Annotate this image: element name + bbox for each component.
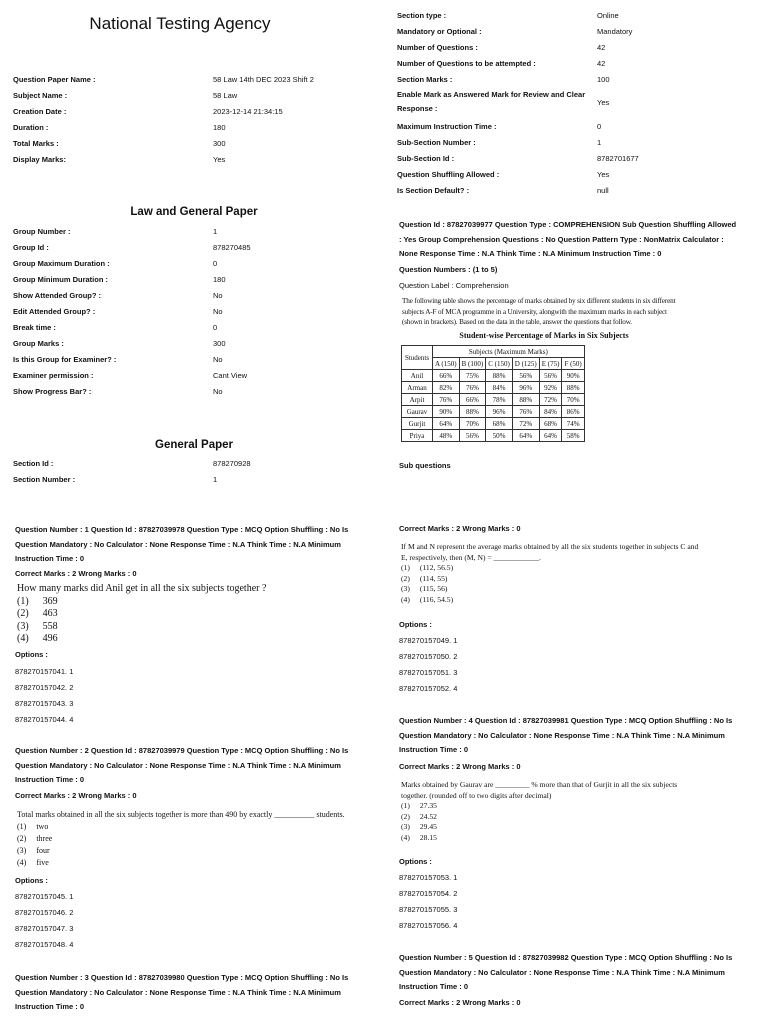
group-value: No	[213, 355, 223, 364]
detail-value: Online	[597, 11, 619, 20]
choice-text: 558	[42, 620, 58, 632]
table-row	[402, 370, 585, 382]
detail-label: Section Marks :	[397, 75, 453, 84]
option-id: 878270157046. 2	[15, 908, 74, 917]
question-4-stem	[401, 780, 677, 843]
right-column	[384, 0, 768, 1024]
options-label: Options :	[15, 876, 48, 885]
choice-text: (112, 56.5)	[419, 563, 454, 572]
cell: 90%	[562, 370, 584, 382]
choice	[401, 833, 677, 844]
subjects-header: Subjects (Maximum Marks)	[433, 346, 585, 358]
choice-text: 496	[42, 633, 58, 644]
question-1-meta	[15, 523, 380, 567]
choice-number: (4)	[17, 633, 29, 644]
cell: 76%	[433, 394, 460, 406]
paper-info-value: 2023-12-14 21:34:15	[213, 107, 283, 116]
group-value: 0	[213, 323, 218, 332]
detail-label: Mandatory or Optional :	[397, 27, 482, 36]
table-header-row	[402, 346, 585, 358]
cell: 96%	[486, 406, 513, 418]
choice-number: (2)	[17, 834, 27, 843]
choice-text: four	[36, 846, 50, 855]
cell: 74%	[562, 418, 584, 430]
cell: 88%	[512, 394, 539, 406]
cell: 76%	[512, 406, 539, 418]
group-value: No	[213, 291, 223, 300]
paper-info-value: Yes	[213, 155, 226, 164]
page-title: National Testing Agency	[89, 14, 271, 33]
cell: 76%	[459, 382, 486, 394]
cell: 56%	[539, 370, 562, 382]
cell: 88%	[486, 370, 513, 382]
group-label: Group Minimum Duration :	[13, 275, 108, 284]
choice	[17, 857, 345, 869]
section-label: Section Number :	[13, 475, 76, 484]
choice	[401, 584, 698, 595]
cell: 92%	[539, 382, 562, 394]
table-title: Student-wise Percentage of Marks in Six Subjects	[459, 331, 629, 340]
detail-value: 42	[597, 59, 606, 68]
option-id: 878270157055. 3	[399, 905, 458, 914]
cell: 78%	[486, 394, 513, 406]
subject-col: C (150)	[486, 358, 513, 370]
choice	[17, 845, 345, 857]
paper-info-label: Subject Name :	[13, 91, 68, 100]
choice-text: (115, 56)	[419, 584, 448, 593]
cell: 56%	[459, 430, 486, 442]
choice	[401, 812, 677, 823]
detail-value: 42	[597, 43, 606, 52]
question-3-stem	[401, 542, 698, 605]
table-row	[402, 418, 585, 430]
question-4-marks: Correct Marks : 2 Wrong Marks : 0	[399, 762, 521, 771]
question-label: Question Label : Comprehension	[399, 281, 509, 290]
choice-number: (3)	[401, 584, 410, 593]
option-id: 878270157051. 3	[399, 668, 458, 677]
section-label: Section Id :	[13, 459, 54, 468]
options-label: Options :	[399, 857, 432, 866]
group-heading: Law and General Paper	[130, 206, 258, 218]
meta-line: Question Number : 4 Question Id : 87827039981 Question Type : MCQ Option Shuffling : No Is	[399, 716, 733, 725]
stem-line: together. (rounded off to two digits after decimal)	[401, 790, 552, 800]
passage-line: subjects A-F of MCA programme in a University, alongwith the maximum marks in each subject	[402, 307, 667, 316]
choice-text: 369	[42, 595, 58, 607]
meta-line: None Response Time : N.A Think Time : N.A Minimum Instruction Time : 0	[399, 249, 662, 258]
group-label: Group Id :	[13, 243, 49, 252]
option-id: 878270157047. 3	[15, 924, 74, 933]
section-heading: General Paper	[155, 439, 233, 451]
meta-line: Instruction Time : 0	[15, 775, 85, 784]
detail-value: null	[597, 186, 609, 195]
detail-label: Enable Mark as Answered Mark for Review and Clear Response :	[397, 90, 586, 113]
paper-info-value: 58 Law	[213, 91, 238, 100]
detail-value: 8782701677	[597, 154, 639, 163]
option-id: 878270157052. 4	[399, 684, 458, 693]
meta-line: Question Number : 1 Question Id : 87827039978 Question Type : MCQ Option Shuffling : No Is	[15, 525, 349, 534]
choice-number: (1)	[17, 822, 27, 831]
option-id: 878270157049. 1	[399, 636, 458, 645]
cell: 86%	[562, 406, 584, 418]
group-label: Examiner permission :	[13, 371, 94, 380]
meta-line: Question Number : 3 Question Id : 87827039980 Question Type : MCQ Option Shuffling : No Is	[15, 973, 349, 982]
meta-line: Question Mandatory : No Calculator : None Response Time : N.A Think Time : N.A Minimum	[15, 760, 341, 770]
choice-number: (2)	[401, 811, 410, 821]
meta-line: Instruction Time : 0	[399, 982, 469, 991]
cell: 88%	[562, 382, 584, 394]
detail-value: Yes	[597, 98, 610, 107]
group-label: Group Maximum Duration :	[13, 259, 110, 268]
stem-line: Marks obtained by Gaurav are _________ % more than that of Gurjit in all the six subjects	[401, 780, 678, 789]
choice	[17, 633, 266, 646]
student-name: Gurjit	[402, 418, 433, 430]
paper-info-label: Total Marks :	[13, 139, 59, 148]
detail-value: 100	[597, 75, 610, 84]
section-value: 1	[213, 475, 218, 484]
cell: 84%	[486, 382, 513, 394]
comprehension-meta	[399, 218, 764, 262]
question-2-marks: Correct Marks : 2 Wrong Marks : 0	[15, 791, 137, 800]
table-row	[402, 382, 585, 394]
question-5-meta	[399, 951, 764, 995]
detail-label: Sub-Section Number :	[397, 138, 476, 147]
choice-text: 24.52	[419, 811, 437, 821]
cell: 64%	[433, 418, 460, 430]
cell: 58%	[562, 430, 584, 442]
option-id: 878270157045. 1	[15, 892, 74, 901]
question-3-meta	[15, 971, 380, 1015]
choice	[17, 821, 345, 833]
option-id: 878270157043. 3	[15, 699, 74, 708]
detail-value: Yes	[597, 170, 610, 179]
detail-label: Sub-Section Id :	[397, 154, 455, 163]
choice	[401, 801, 677, 812]
meta-line: Question Number : 5 Question Id : 87827039982 Question Type : MCQ Option Shuffling : No Is	[399, 953, 733, 962]
choice	[401, 563, 698, 574]
cell: 70%	[459, 418, 486, 430]
table-row	[402, 406, 585, 418]
cell: 88%	[459, 406, 486, 418]
meta-line: Question Mandatory : No Calculator : None Response Time : N.A Think Time : N.A Minimum	[399, 730, 725, 740]
choice-number: (4)	[17, 858, 27, 867]
choice	[17, 608, 266, 621]
question-2-stem	[17, 809, 345, 869]
option-id: 878270157041. 1	[15, 667, 74, 676]
choice-number: (1)	[401, 801, 410, 810]
question-4-meta	[399, 714, 764, 758]
subject-col: B (100)	[459, 358, 486, 370]
detail-label: Number of Questions to be attempted :	[397, 59, 536, 68]
cell: 72%	[512, 418, 539, 430]
group-label: Edit Attended Group? :	[13, 307, 96, 316]
student-name: Gaurav	[402, 406, 433, 418]
subject-col: A (150)	[433, 358, 460, 370]
choice-text: 28.15	[419, 832, 437, 842]
marks-table	[401, 345, 585, 442]
detail-label: Is Section Default? :	[397, 186, 470, 195]
meta-line: Question Number : 2 Question Id : 87827039979 Question Type : MCQ Option Shuffling : No Is	[15, 746, 349, 755]
cell: 50%	[486, 430, 513, 442]
meta-line: Question Mandatory : No Calculator : None Response Time : N.A Think Time : N.A Minimum	[15, 539, 341, 549]
detail-value: Mandatory	[597, 27, 633, 36]
group-value: Cant View	[213, 371, 248, 380]
choice-text: 29.45	[419, 822, 437, 831]
passage-line: The following table shows the percentage of marks obtained by six different students in six different	[402, 297, 676, 305]
question-numbers: Question Numbers : (1 to 5)	[399, 265, 498, 274]
group-label: Show Attended Group? :	[13, 291, 102, 300]
question-2-meta	[15, 744, 380, 788]
group-label: Group Number :	[13, 227, 71, 236]
cell: 66%	[459, 394, 486, 406]
group-label: Show Progress Bar? :	[13, 387, 92, 396]
meta-line: : Yes Group Comprehension Questions : No Question Pattern Type : NonMatrix Calculator :	[399, 234, 724, 244]
detail-label: Number of Questions :	[397, 43, 478, 52]
detail-label: Maximum Instruction Time :	[397, 122, 497, 131]
detail-value: 0	[597, 122, 602, 131]
choice-number: (2)	[17, 608, 29, 619]
passage-line: (shown in brackets). Based on the data in the table, answer the questions that follow.	[402, 318, 632, 326]
table-row	[402, 394, 585, 406]
choice-text: two	[36, 822, 49, 831]
choice-number: (3)	[401, 822, 410, 831]
cell: 48%	[433, 430, 460, 442]
question-5-marks: Correct Marks : 2 Wrong Marks : 0	[399, 998, 521, 1007]
choice	[401, 574, 698, 585]
student-name: Anil	[402, 370, 433, 382]
cell: 82%	[433, 382, 460, 394]
options-label: Options :	[15, 650, 48, 659]
subject-col: F (50)	[562, 358, 584, 370]
students-header: Students	[402, 346, 433, 370]
choice-number: (3)	[17, 846, 27, 855]
choice-text: 463	[42, 608, 58, 619]
option-id: 878270157042. 2	[15, 683, 74, 692]
section-value: 878270928	[213, 459, 251, 468]
choice-number: (4)	[401, 594, 410, 604]
cell: 56%	[512, 370, 539, 382]
paper-info-value: 180	[213, 123, 226, 132]
group-value: 0	[213, 259, 218, 268]
option-id: 878270157044. 4	[15, 715, 74, 724]
meta-line: Question Mandatory : No Calculator : None Response Time : N.A Think Time : N.A Minimum	[399, 967, 725, 977]
student-name: Arpit	[402, 394, 433, 406]
choice-number: (3)	[17, 620, 29, 632]
choice-text: five	[36, 858, 49, 867]
paper-info-label: Creation Date :	[13, 107, 67, 116]
paper-info-label: Display Marks:	[13, 155, 66, 164]
cell: 66%	[433, 370, 460, 382]
choice-number: (4)	[401, 832, 410, 842]
cell: 75%	[459, 370, 486, 382]
question-1-marks: Correct Marks : 2 Wrong Marks : 0	[15, 569, 137, 578]
paper-info-value: 300	[213, 139, 226, 148]
option-id: 878270157053. 1	[399, 873, 458, 882]
cell: 68%	[539, 418, 562, 430]
meta-line: Question Mandatory : No Calculator : None Response Time : N.A Think Time : N.A Minimum	[15, 987, 341, 997]
cell: 64%	[512, 430, 539, 442]
cell: 68%	[486, 418, 513, 430]
table-row	[402, 430, 585, 442]
subject-col: E (75)	[539, 358, 562, 370]
group-value: 1	[213, 227, 218, 236]
option-id: 878270157054. 2	[399, 889, 458, 898]
student-name: Arman	[402, 382, 433, 394]
option-id: 878270157056. 4	[399, 921, 458, 930]
question-1-stem	[17, 583, 266, 646]
option-id: 878270157050. 2	[399, 652, 458, 661]
choice-number: (2)	[401, 573, 410, 583]
choice-text: 27.35	[419, 801, 437, 810]
meta-line: Instruction Time : 0	[15, 554, 85, 563]
cell: 70%	[562, 394, 584, 406]
group-value: No	[213, 307, 223, 316]
stem-line: E, respectively, then (M, N) = ____________.	[401, 552, 542, 562]
detail-label: Question Shuffling Allowed :	[397, 170, 500, 179]
group-label: Group Marks :	[13, 339, 64, 348]
choice	[17, 833, 345, 845]
group-value: No	[213, 387, 223, 396]
group-label: Break time :	[13, 323, 56, 332]
detail-label: Section type :	[397, 11, 447, 20]
sub-questions-label: Sub questions	[399, 461, 451, 470]
choice	[401, 595, 698, 606]
student-name: Priya	[402, 430, 433, 442]
cell: 84%	[539, 406, 562, 418]
meta-line: Instruction Time : 0	[15, 1002, 85, 1011]
group-label: Is this Group for Examiner? :	[13, 355, 117, 364]
paper-info-label: Question Paper Name :	[13, 75, 96, 84]
options-label: Options :	[399, 620, 432, 629]
question-3-marks: Correct Marks : 2 Wrong Marks : 0	[399, 524, 521, 533]
choice-text: (114, 55)	[419, 573, 448, 583]
choice	[17, 596, 266, 609]
group-value: 300	[213, 339, 226, 348]
option-id: 878270157048. 4	[15, 940, 74, 949]
choice	[401, 822, 677, 833]
group-value: 180	[213, 275, 226, 284]
comprehension-passage	[402, 296, 702, 328]
choice-text: three	[36, 834, 53, 843]
paper-info-value: 58 Law 14th DEC 2023 Shift 2	[213, 75, 314, 84]
choice	[17, 621, 266, 634]
cell: 96%	[512, 382, 539, 394]
cell: 72%	[539, 394, 562, 406]
subject-col: D (125)	[512, 358, 539, 370]
paper-info-label: Duration :	[13, 123, 49, 132]
stem-line: Total marks obtained in all the six subjects together is more than 490 by exactly __________ students.	[17, 810, 345, 819]
meta-line: Instruction Time : 0	[399, 745, 469, 754]
cell: 90%	[433, 406, 460, 418]
choice-number: (1)	[17, 595, 29, 607]
cell: 64%	[539, 430, 562, 442]
choice-text: (116, 54.5)	[419, 594, 454, 604]
stem-line: How many marks did Anil get in all the six subjects together ?	[17, 583, 267, 594]
group-value: 878270485	[213, 243, 251, 252]
meta-line: Question Id : 87827039977 Question Type : COMPREHENSION Sub Question Shuffling Allowed	[399, 220, 737, 229]
stem-line: If M and N represent the average marks obtained by all the six students together in subjects C and	[401, 542, 699, 551]
detail-value: 1	[597, 138, 602, 147]
choice-number: (1)	[401, 563, 410, 572]
